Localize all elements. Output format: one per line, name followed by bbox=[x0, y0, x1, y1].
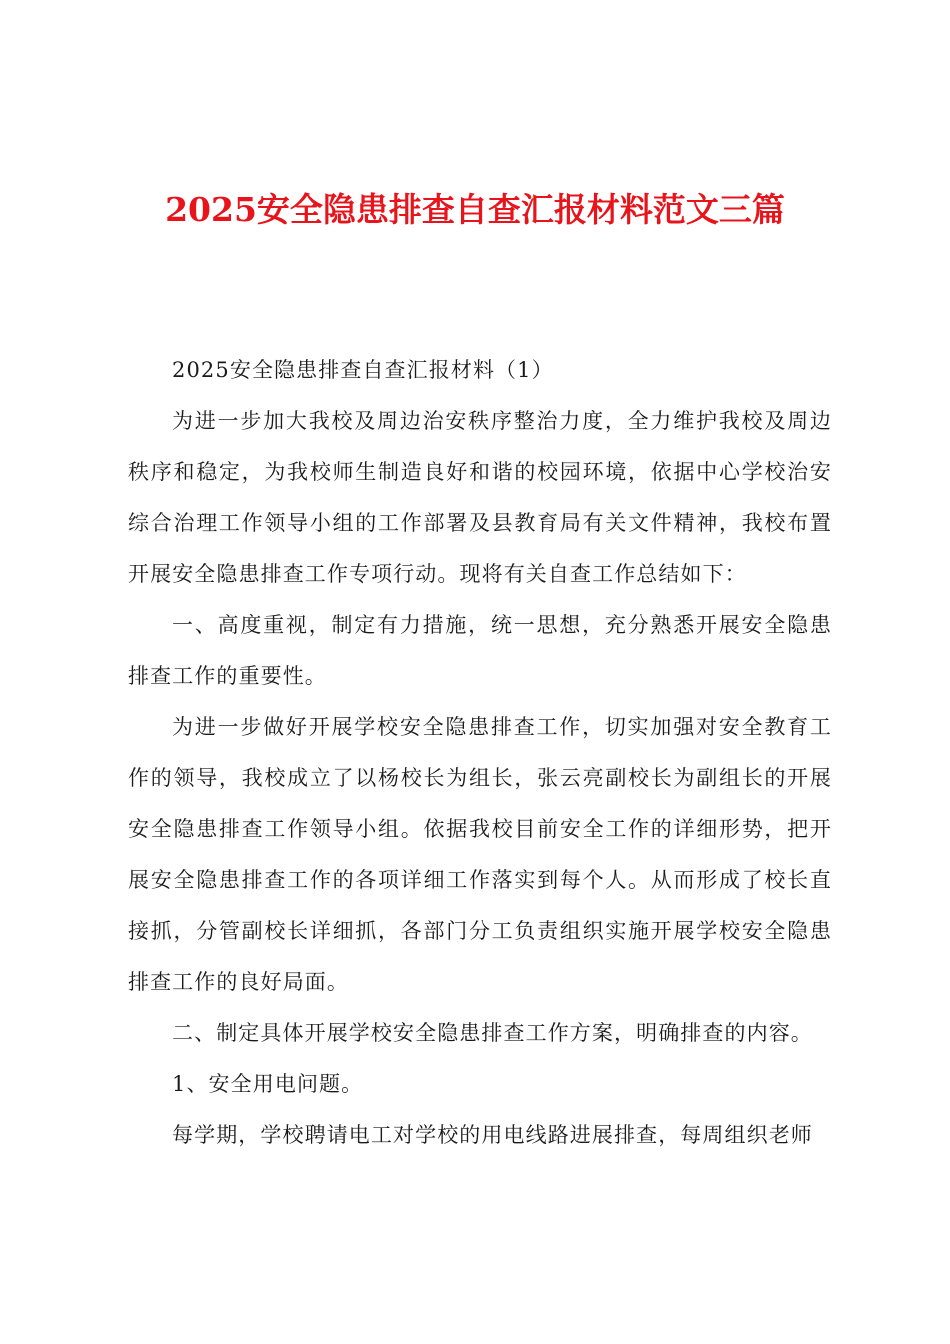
document-body bbox=[128, 345, 832, 1161]
paragraph: 每学期，学校聘请电工对学校的用电线路进展排查，每周组织老师 bbox=[172, 1123, 813, 1147]
section-heading: 2025安全隐患排查自查汇报材料（1） bbox=[172, 358, 554, 382]
paragraph: 二、制定具体开展学校安全隐患排查工作方案，明确排查的内容。 bbox=[172, 1021, 813, 1045]
paragraph: 为进一步加大我校及周边治安秩序整治力度，全力维护我校及周边秩序和稳定，为我校师生制造良好和谐的校园环境，依据中心学校治安综合治理工作领导小组的工作部署及县教育局有关文件精神，我校布置开展安全隐患排查工作专项行动。现将有关自查工作总结如下： bbox=[128, 409, 832, 586]
document-title: 2025安全隐患排查自查汇报材料范文三篇 bbox=[165, 190, 785, 229]
paragraph: 为进一步做好开展学校安全隐患排查工作，切实加强对安全教育工作的领导，我校成立了以杨校长为组长，张云亮副校长为副组长的开展安全隐患排查工作领导小组。依据我校目前安全工作的详细形势，把开展安全隐患排查工作的各项详细工作落实到每个人。从而形成了校长直接抓，分管副校长详细抓，各部门分工负责组织实施开展学校安全隐患排查工作的良好局面。 bbox=[128, 715, 832, 994]
paragraph: 一、高度重视，制定有力措施，统一思想，充分熟悉开展安全隐患排查工作的重要性。 bbox=[128, 613, 832, 688]
paragraph: 1、安全用电问题。 bbox=[172, 1072, 364, 1096]
